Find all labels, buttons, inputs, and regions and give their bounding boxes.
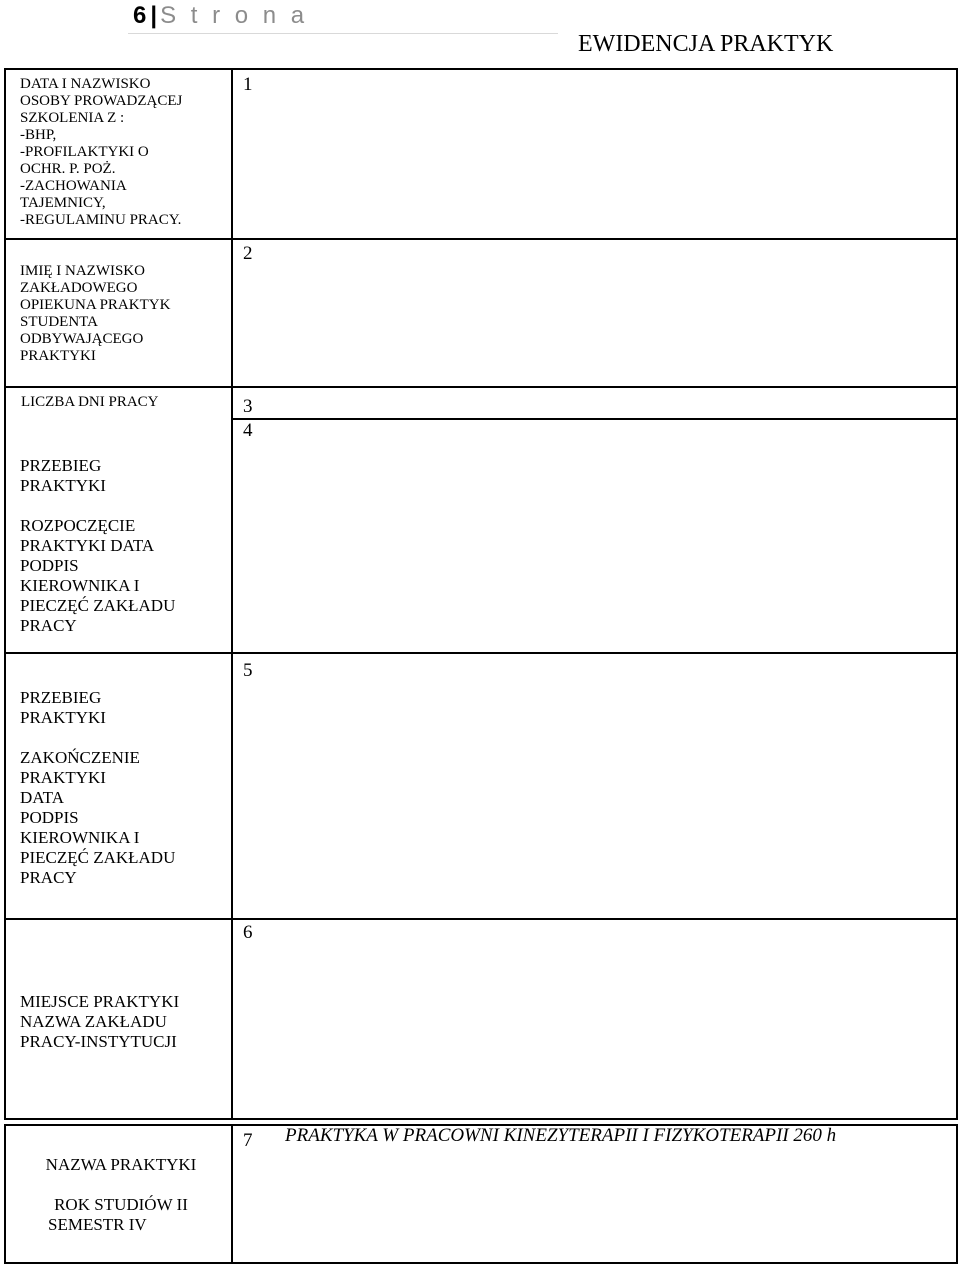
row-6-label-line: MIEJSCE PRAKTYKI (20, 992, 180, 1011)
row-5-label-line (20, 728, 175, 748)
row-2-number: 2 (243, 243, 253, 264)
row-6-number: 6 (243, 922, 253, 943)
row-7-label-line: ROK STUDIÓW II (54, 1195, 188, 1214)
row-5-label-line: DATA (20, 788, 64, 807)
row-5-number: 5 (243, 660, 253, 681)
row-4-label-line: PRAKTYKI DATA (20, 536, 155, 555)
row-4-label-line: PRAKTYKI (20, 476, 106, 495)
row-2-label-line: ODBYWAJĄCEGO (20, 331, 144, 347)
row-7-number: 7 (243, 1130, 253, 1151)
row-3-value-field[interactable] (272, 390, 954, 416)
row-1-label-line: SZKOLENIA Z : (20, 110, 125, 126)
row-2-label-line: ZAKŁADOWEGO (20, 280, 138, 296)
row-1-label-line: DATA I NAZWISKO (20, 76, 151, 92)
row-1-value-field[interactable] (272, 72, 954, 236)
row-divider-2 (4, 386, 958, 388)
row-1-label-line: -PROFILAKTYKI O (20, 144, 149, 160)
row-1-label-line: TAJEMNICY, (20, 195, 106, 211)
row-4-label-line (20, 496, 175, 516)
row-5-label (20, 688, 175, 888)
row-1-label-line: OCHR. P. POŻ. (20, 161, 116, 177)
row-2-label (20, 263, 170, 365)
row-4-label-line: PIECZĘĆ ZAKŁADU (20, 596, 176, 615)
row-3-label-line: LICZBA DNI PRACY (21, 394, 159, 410)
row-5-label-line: KIEROWNIKA I (20, 828, 140, 847)
row-5-label-line: PODPIS (20, 808, 79, 827)
row-5-label-line: PRAKTYKI (20, 708, 106, 727)
course-name-value: PRAKTYKA W PRACOWNI KINEZYTERAPII I FIZYKOTERAPII 260 h (285, 1125, 837, 1146)
column-divider (231, 68, 233, 1120)
page-number-header (133, 0, 308, 32)
row-7-label-line (14, 1175, 228, 1195)
row-6-label-line: NAZWA ZAKŁADU (20, 1012, 167, 1031)
row-divider-4 (4, 652, 958, 654)
row-divider-3 (231, 418, 958, 420)
row-1-label-line: -BHP, (20, 127, 57, 143)
page-number: 6 (133, 2, 147, 29)
row-divider-5 (4, 918, 958, 920)
header-rule (128, 33, 558, 34)
row-5-label-line: PRAKTYKI (20, 768, 106, 787)
row-6-value-field[interactable] (272, 922, 954, 1116)
row-7-label-line: NAZWA PRAKTYKI (45, 1155, 197, 1174)
row-2-label-line: PRAKTYKI (20, 348, 96, 364)
row-4-label-line: ROZPOCZĘCIE (20, 516, 136, 535)
row-4-label (20, 456, 175, 636)
row-4-number: 4 (243, 420, 253, 441)
row-2-value-field[interactable] (272, 242, 954, 384)
page-separator: | (150, 2, 158, 29)
course-column-divider (231, 1124, 233, 1264)
row-4-label-line: KIEROWNIKA I (20, 576, 140, 595)
row-4-label-line: PRACY (20, 616, 77, 635)
row-1-label-line: -ZACHOWANIA (20, 178, 127, 194)
row-3-label (21, 394, 159, 411)
row-7-label (14, 1155, 228, 1235)
row-3-number: 3 (243, 396, 253, 417)
row-1-label (20, 76, 182, 229)
row-2-label-line: IMIĘ I NAZWISKO (20, 263, 145, 279)
row-2-label-line: STUDENTA (20, 314, 98, 330)
row-5-label-line: PRZEBIEG (20, 688, 102, 707)
row-2-label-line: OPIEKUNA PRAKTYK (20, 297, 171, 313)
row-5-label-line: PIECZĘĆ ZAKŁADU (20, 848, 176, 867)
row-1-label-line: OSOBY PROWADZĄCEJ (20, 93, 183, 109)
row-4-value-field[interactable] (272, 422, 954, 650)
row-1-label-line: -REGULAMINU PRACY. (20, 212, 182, 228)
page-word: S t r o n a (160, 2, 309, 29)
row-5-label-line: ZAKOŃCZENIE (20, 748, 140, 767)
row-7-label-line: SEMESTR IV (48, 1215, 147, 1234)
row-5-value-field[interactable] (272, 656, 954, 916)
row-6-label (20, 992, 179, 1052)
row-1-number: 1 (243, 74, 253, 95)
document-title: EWIDENCJA PRAKTYK (578, 31, 834, 57)
row-4-label-line: PRZEBIEG (20, 456, 102, 475)
row-6-label-line: PRACY-INSTYTUCJI (20, 1032, 177, 1051)
row-5-label-line: PRACY (20, 868, 77, 887)
row-4-label-line: PODPIS (20, 556, 79, 575)
row-divider-1 (4, 238, 958, 240)
